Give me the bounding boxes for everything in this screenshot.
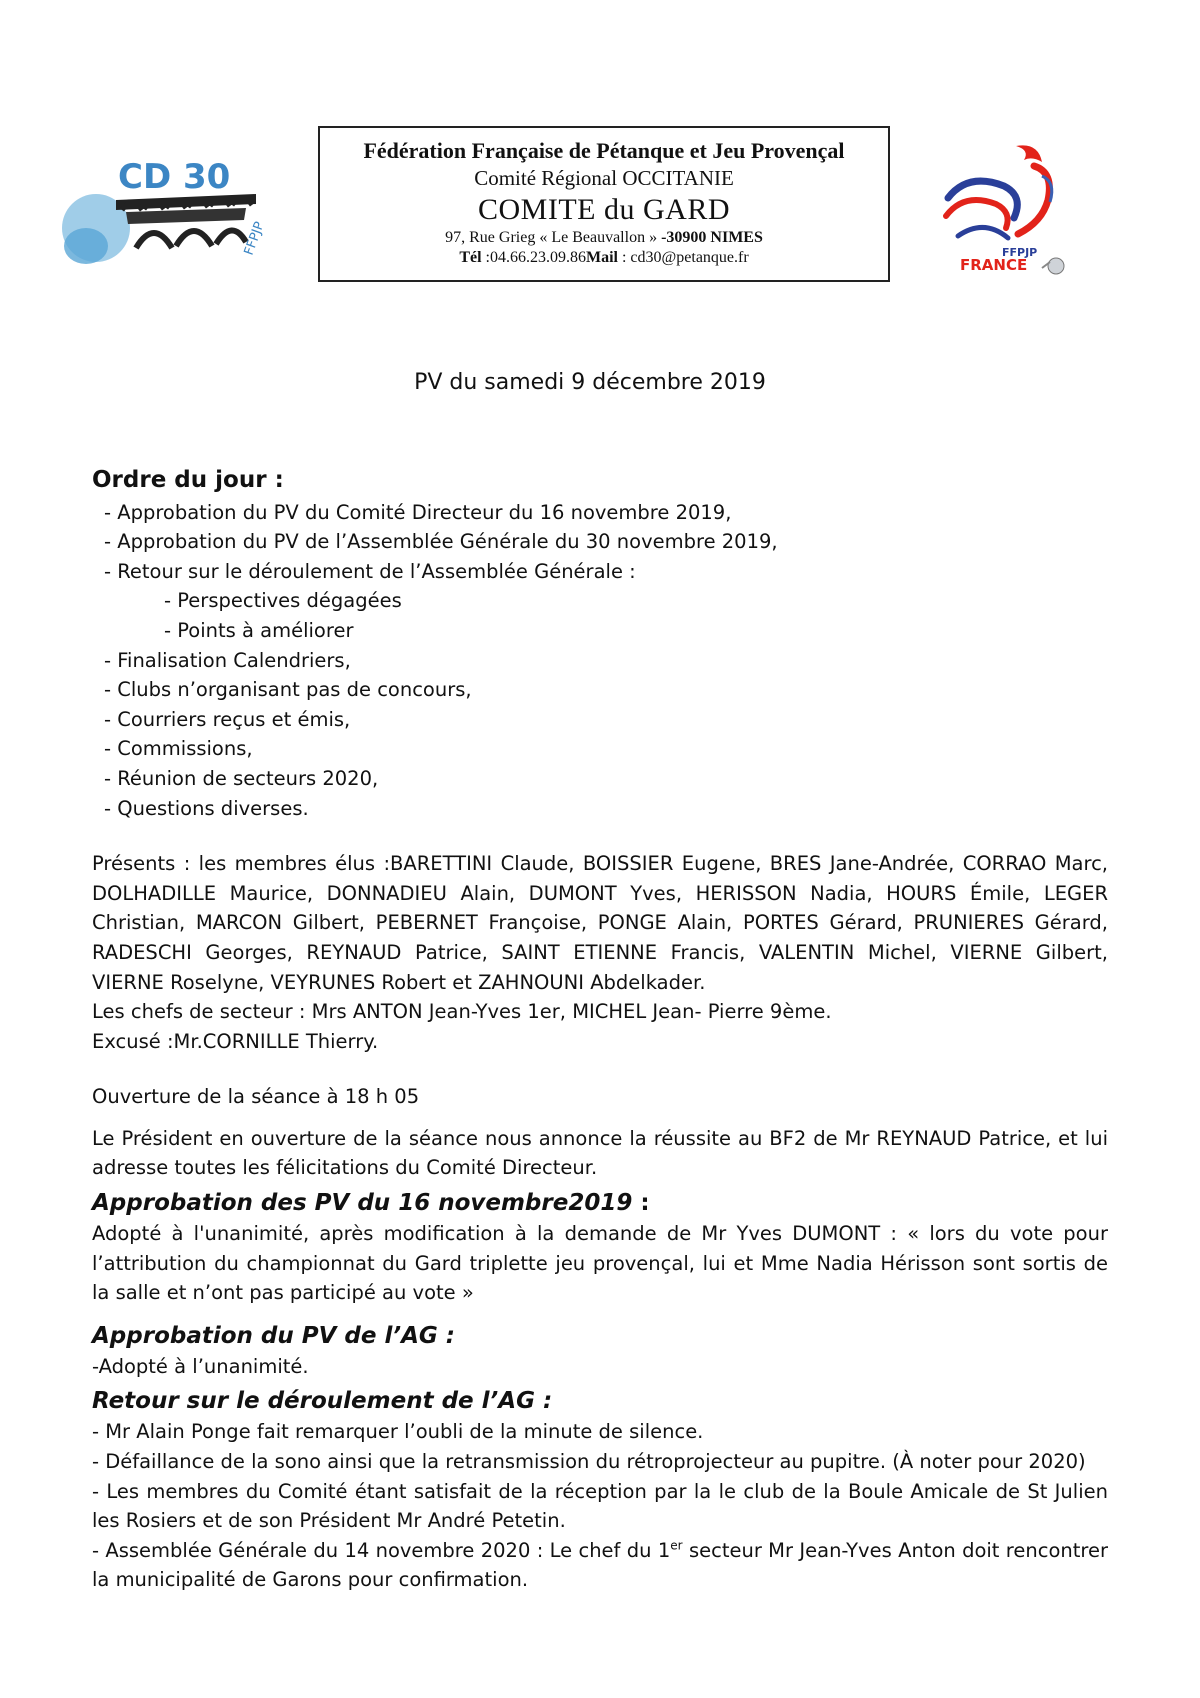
address-city: -30900 NIMES [661,229,763,246]
page-title: PV du samedi 9 décembre 2019 [414,370,766,395]
svg-text:FFPJP: FFPJP [241,219,268,258]
agenda-subitem: - Perspectives dégagées [164,589,402,613]
ordinal-superscript: er [670,1538,683,1553]
section-heading-approbation-ag: Approbation du PV de l’AG : [92,1322,456,1349]
agenda-item: - Questions diverses. [104,796,309,820]
ffpjp-france-logo [938,142,1078,282]
mail-label: Mail [585,249,618,266]
agenda-item: - Approbation du PV de l’Assemblée Générale du 30 novembre 2019, [104,530,778,554]
committee-name: COMITE du GARD [478,193,730,226]
federation-name: Fédération Française de Pétanque et Jeu Provençal [363,138,845,163]
section-heading-approbation-pv [92,1187,1108,1219]
agenda-item: - Approbation du PV du Comité Directeur du 16 novembre 2019, [104,500,732,524]
approbation-ag-text: -Adopté à l’unanimité. [92,1354,309,1378]
agenda-item: - Commissions, [104,737,253,761]
attendees-paragraph: Présents : les membres élus :BARETTINI Claude, BOISSIER Eugene, BRES Jane-Andrée, CORRAO Marc, DOLHADILLE Maurice, DONNADIEU Alain, DUMONT Yves, HERISSON Nadia, HOURS Émile, LEGER Christian, MARCON Gilbert, PEBERNET Françoise, PONGE Alain, PORTES Gérard, PRUNIERES Gérard, RADESCHI Georges, REYNAUD Patrice, SAINT ETIENNE Francis, VALENTIN Michel, VIERNE Gilbert, VIERNE Roselyne, VEYRUNES Robert et ZAHNOUNI Abdelkader. [92,852,1108,994]
cd30-logo [56,156,276,276]
agenda-item: - Retour sur le déroulement de l’Assemblée Générale : [104,559,636,583]
contact-line [320,249,888,267]
retour-ag-last-part-a: - Assemblée Générale du 14 novembre 2020 : Le chef du 1 [92,1538,671,1562]
session-opening: Ouverture de la séance à 18 h 05 [92,1085,420,1109]
svg-text:CD 30: CD 30 [118,157,231,197]
excused-line: Excusé :Mr.CORNILLE Thierry. [92,1029,379,1053]
retour-ag-item: - Mr Alain Ponge fait remarquer l’oubli de la minute de silence. [92,1420,704,1444]
sector-chiefs-line: Les chefs de secteur : Mrs ANTON Jean-Yves 1er, MICHEL Jean- Pierre 9ème. [92,1000,832,1024]
retour-ag-item [92,1536,1108,1595]
retour-ag-item: - Les membres du Comité étant satisfait de la réception par la le club de la Boule Amicale de St Julien les Rosiers et de son Président Mr André Petetin. [92,1479,1108,1533]
agenda-item: - Clubs n’organisant pas de concours, [104,678,472,702]
agenda-heading: Ordre du jour : [92,467,284,493]
section-heading-colon: : [632,1190,650,1217]
section-heading-retour-ag: Retour sur le déroulement de l’AG : [92,1388,553,1415]
tel-value: :04.66.23.09.86 [481,249,586,266]
agenda-item: - Courriers reçus et émis, [104,707,351,731]
minutes-content [92,466,1108,1595]
agenda-subitem: - Points à améliorer [164,618,354,642]
tel-label: Tél [459,249,482,266]
header-box [318,126,890,282]
svg-text:FRANCE: FRANCE [960,256,1028,274]
retour-ag-last-part-b: secteur Mr Jean-Yves Anton doit rencontrer la municipalité de Garons pour confirmation. [92,1538,1109,1592]
agenda-item: - Réunion de secteurs 2020, [104,766,379,790]
approbation-pv-text: Adopté à l'unanimité, après modification à la demande de Mr Yves DUMONT : « lors du vote pour l’attribution du championnat du Gard triplette jeu provençal, lui et Mme Nadia Hérisson sont sortis de la salle et n’ont pas participé au vote » [92,1222,1108,1305]
president-announcement: Le Président en ouverture de la séance nous annonce la réussite au BF2 de Mr REYNAUD Patrice, et lui adresse toutes les félicitations du Comité Directeur. [92,1126,1108,1180]
agenda-item: - Finalisation Calendriers, [104,648,351,672]
regional-committee: Comité Régional OCCITANIE [474,166,734,190]
address-street: 97, Rue Grieg « Le Beauvallon » [445,229,662,246]
agenda-list [92,498,1108,824]
address-line [320,229,888,247]
retour-ag-item: - Défaillance de la sono ainsi que la retransmission du rétroprojecteur au pupitre. (À noter pour 2020) [92,1450,1086,1474]
svg-text:FFPJP: FFPJP [1002,246,1038,259]
section-heading-text: Approbation des PV du 16 novembre2019 [92,1190,633,1217]
mail-value: : cd30@petanque.fr [617,249,749,266]
